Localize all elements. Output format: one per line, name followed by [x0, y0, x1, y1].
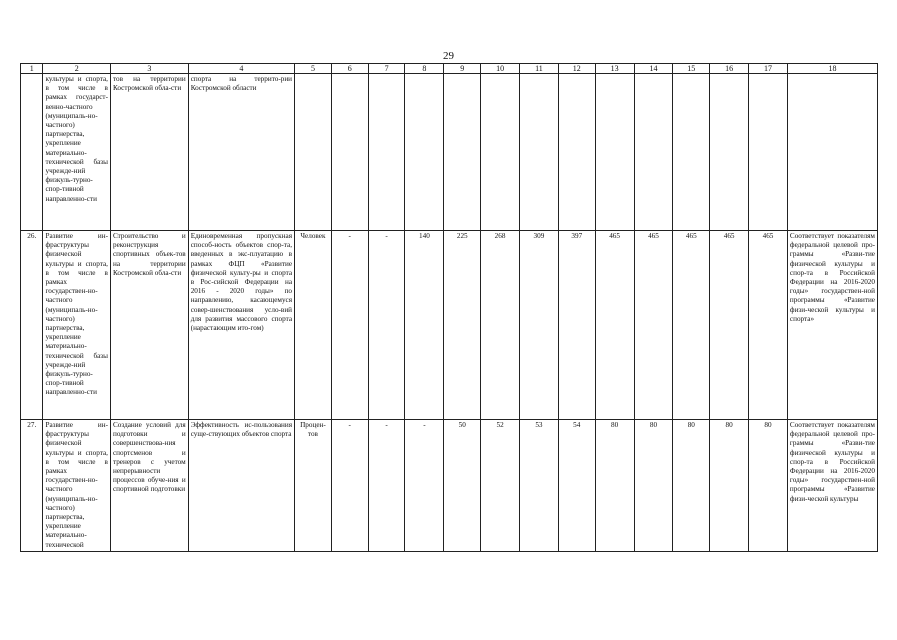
direction-cell: культуры и спорта, в том числе в рамках государст-венно-частного (муниципаль-но-частного) партнерства, укрепление материально-технической базы учрежде-ний физкуль-турно-спор-тивной направленно-сти [43, 74, 110, 231]
value-cell: 397 [558, 231, 595, 420]
value-cell [405, 74, 444, 231]
value-cell [331, 74, 368, 231]
column-header: 17 [749, 64, 788, 74]
value-cell: 309 [520, 231, 559, 420]
row-number-cell: 27. [21, 420, 43, 552]
value-cell [749, 74, 788, 231]
objective-cell: Строительство и реконструкция спортивных объек-тов на территории Костромской обла-сти [110, 231, 188, 420]
value-cell: 225 [444, 231, 481, 420]
value-cell: - [331, 231, 368, 420]
indicator-cell: спорта на террито-рии Костромской области [188, 74, 294, 231]
value-cell [595, 74, 634, 231]
indicator-cell: Единовременная пропускная способ-ность объектов спор-та, введенных в экс-плуатацию в рамках ФЦП «Развитие физической культу-ры и спорта в Рос-сийской Федерации на 2016 - 2020 годы» по направлению, касающемуся совер-шенствования усло-вий для развития массового спорта (нарастающим ито-гом) [188, 231, 294, 420]
value-cell: 465 [710, 231, 749, 420]
value-cell: 465 [634, 231, 673, 420]
objective-cell: тов на территории Костромской обла-сти [110, 74, 188, 231]
value-cell [710, 74, 749, 231]
table-row [21, 420, 878, 552]
value-cell [673, 74, 710, 231]
column-header: 11 [520, 64, 559, 74]
value-cell [481, 74, 520, 231]
column-header: 1 [21, 64, 43, 74]
column-header: 15 [673, 64, 710, 74]
column-header: 14 [634, 64, 673, 74]
note-cell: Соответствует показателям федеральной целевой про-граммы «Разви-тие физической культуры и спор-та в Российской Федерации на 2016-2020 годы» государствен-ной программы «Развитие физи-ческой культуры [787, 420, 877, 552]
column-header: 16 [710, 64, 749, 74]
indicator-cell: Эффективность ис-пользования суще-ствующих объектов спорта [188, 420, 294, 552]
indicators-table [20, 63, 878, 552]
value-cell [444, 74, 481, 231]
table-row [21, 74, 878, 231]
column-header: 9 [444, 64, 481, 74]
note-cell: Соответствует показателям федеральной целевой про-граммы «Разви-тие физической культуры и спор-та в Российской Федерации на 2016-2020 годы» государствен-ной программы «Развитие физи-ческой культуры и спорта» [787, 231, 877, 420]
value-cell: - [331, 420, 368, 552]
column-header: 7 [368, 64, 405, 74]
note-cell [787, 74, 877, 231]
column-header: 2 [43, 64, 110, 74]
column-header: 5 [295, 64, 332, 74]
value-cell [558, 74, 595, 231]
unit-cell [295, 74, 332, 231]
value-cell: 54 [558, 420, 595, 552]
column-number-row [21, 64, 878, 74]
value-cell: 80 [634, 420, 673, 552]
row-number-cell: 26. [21, 231, 43, 420]
column-header: 18 [787, 64, 877, 74]
value-cell: - [405, 420, 444, 552]
value-cell: 140 [405, 231, 444, 420]
value-cell: 50 [444, 420, 481, 552]
page-number: 29 [443, 50, 454, 62]
value-cell: 268 [481, 231, 520, 420]
value-cell: 80 [710, 420, 749, 552]
value-cell: - [368, 420, 405, 552]
value-cell [634, 74, 673, 231]
value-cell: 465 [673, 231, 710, 420]
value-cell: 80 [749, 420, 788, 552]
direction-cell: Развитие ин-фраструктуры физической культуры и спорта, в том числе в рамках государствен-но-частного (муниципаль-но-частного) партнерства, укрепление материально-технической [43, 420, 110, 552]
column-header: 10 [481, 64, 520, 74]
value-cell [368, 74, 405, 231]
row-number-cell [21, 74, 43, 231]
value-cell [520, 74, 559, 231]
objective-cell: Создание условий для подготовки и совершенствова-ния спортсменов и тренеров с учетом непрерывности процессов обуче-ния и спортивной подготовки [110, 420, 188, 552]
table-row [21, 231, 878, 420]
value-cell: 52 [481, 420, 520, 552]
value-cell: 80 [673, 420, 710, 552]
unit-cell: Процен-тов [295, 420, 332, 552]
value-cell: 80 [595, 420, 634, 552]
column-header: 13 [595, 64, 634, 74]
value-cell: 53 [520, 420, 559, 552]
column-header: 3 [110, 64, 188, 74]
direction-cell: Развитие ин-фраструктуры физической культуры и спорта, в том числе в рамках государствен-но-частного (муниципаль-но-частного) партнерства, укрепление материально-технической базы учрежде-ний физкуль-турно-спор-тивной направленно-сти [43, 231, 110, 420]
column-header: 12 [558, 64, 595, 74]
column-header: 8 [405, 64, 444, 74]
unit-cell: Человек [295, 231, 332, 420]
value-cell: - [368, 231, 405, 420]
value-cell: 465 [595, 231, 634, 420]
value-cell: 465 [749, 231, 788, 420]
column-header: 4 [188, 64, 294, 74]
column-header: 6 [331, 64, 368, 74]
